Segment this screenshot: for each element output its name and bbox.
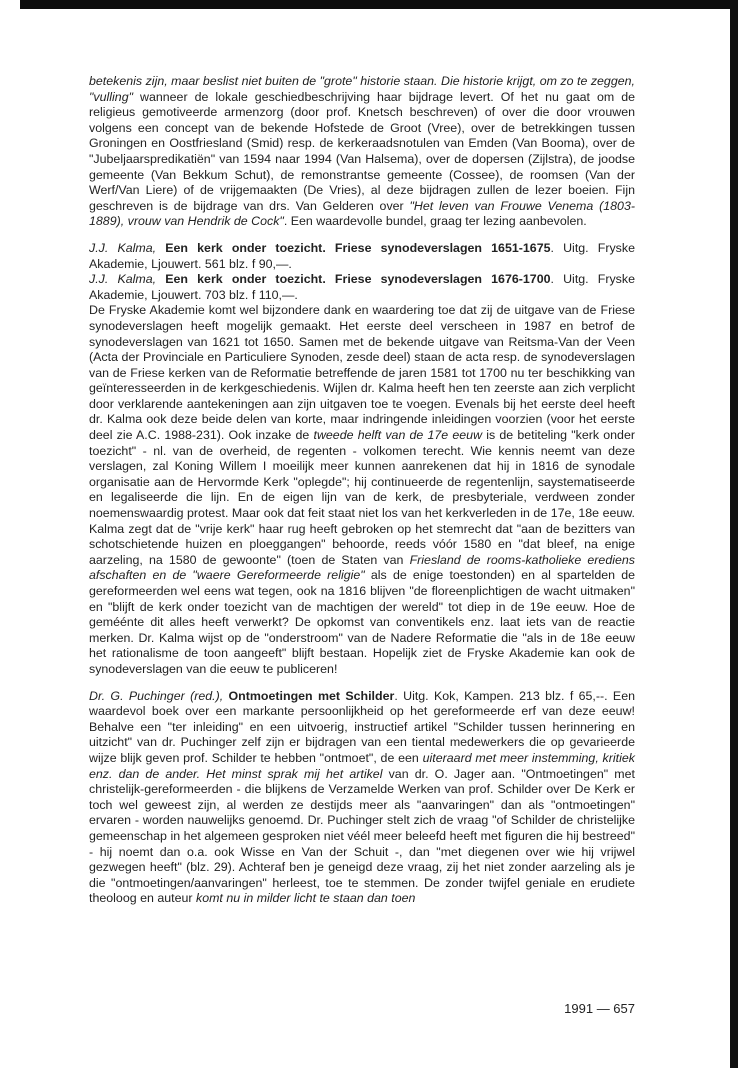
- scan-top-border: [0, 0, 738, 9]
- text: De Fryske Akademie komt wel bijzondere dank en waardering toe dat zij de uitgave van de Friese synodeverslagen heeft mogelijk gemaakt. Het eerste deel verscheen in 1987 en betrof de synodeverslagen van 1621 tot 1650. Samen met de bekende uitgave van Reitsma-Van der Veen (Acta der Provinciale en Particuliere Synoden, zesde deel) staan de acta resp. de synodeverslagen van de Friese kerken van de Reformatie betreffende de jaren 1581 tot 1700 nu ter beschikking van geïnteresseerden in de kerkgeschiedenis. Wijlen dr. Kalma heeft hen ten zeerste aan zich verplicht door verklarende aantekeningen aan zijn uitgaven toe te voegen. Evenals bij het eerste deel heeft dr. Kalma ook deze beide delen van korte, maar indringende inleidingen voorzien (voor het eerste deel zie A.C. 1988-231). Ook inzake de: [89, 303, 635, 443]
- paragraph-review-puchinger: [89, 689, 635, 907]
- text: als de enige toestonden) en al spartelden de gereformeerden wel eens wat tegen, ook na 1816 blijven "de floreenplichtigen de wacht uitmaken" en "blijft de kerk onder toezicht van de machtigen der wereld" tot diep in de 19e eeuw. Hoe de geméénte dit alles heeft verwerkt? De opkomst van conventikels enz. laat iets van de reactie merken. Dr. Kalma wijst op de "onderstroom" van de Nadere Reformatie die "als in de 18e eeuw het rationalisme de toon aangeeft" blijft bestaan. Hopelijk ziet de Fryske Akademie kan ook de synodeverslagen van die eeuw te publiceren!: [89, 568, 636, 676]
- scan-right-border: [730, 0, 738, 1068]
- reference-entry-2: [89, 272, 635, 303]
- text-italic: "Het leven van Frouwe Venema (1803-1889), vrouw van Hendrik de Cock": [89, 198, 635, 229]
- scan-left-margin: [0, 0, 20, 1068]
- reference-title: Ontmoetingen met Schilder: [228, 688, 395, 703]
- reference-title: Een kerk onder toezicht. Friese synodeverslagen 1651-1675: [165, 240, 551, 255]
- text: is de betiteling "kerk onder toezicht" - nl. van de overheid, de regenten - volkomen terecht. Wie kennis neemt van deze verslagen, zal Koning Willem I moeilijk meer kunnen aanrekenen dat hij in 1816 de synodale organisatie aan de Hervormde Kerk "oplegde"; hij continueerde de regentenlijn, saystematiseerde en legaliseerde die lijn. En de eigen lijn van de kerk, de presbyteriale, verdween zonder noemenswaardig protest. Maar ook dat feit staat niet los van het kerkverleden in de 17e, 18e eeuw. Kalma zegt dat de "vrije kerk" haar rug heeft gebroken op het stemrecht dat "aan de bezitters van schotschietende huizen en ploeggangen" behoorde, reeds vóór 1580 en "dat bleef, na enige aarzeling, na 1580 de gewoonte" (toen de Staten van: [89, 428, 635, 567]
- paragraph-review-kalma: [89, 303, 635, 677]
- page-number: 1991 — 657: [564, 1001, 635, 1016]
- text-italic: komt nu in milder licht te staan dan toen: [195, 891, 416, 906]
- text-italic: Friesland de rooms-katholieke erediens afschaften en de "waere Gereformeerde religie": [89, 552, 635, 583]
- reference-publication: . Uitg. Kok, Kampen. 213 blz. f 65,--.: [394, 688, 608, 703]
- text: . Een waardevolle bundel, graag ter lezing aanbevolen.: [283, 214, 587, 229]
- reference-title: Een kerk onder toezicht. Friese synodeverslagen 1676-1700: [165, 272, 551, 287]
- text: wanneer de lokale geschiedbeschrijving haar bijdrage levert. Of het nu gaat om de religieus gemotiveerde armenzorg (door prof. Knetsch beschreven) of over die door vrouwen volgens een concept van de bekende Hofstede de Groot (Vree), over de betrekkingen tussen Groningen en Oostfriesland (Smid) resp. de kerkeraadsnotulen van Emden (Van Booma), over de "Jubeljaarspredikatiën" van 1594 naar 1994 (Van Halsema), over de dopersen (Zijlstra), de joodse gemeente (Van Bekkum Schut), de remonstrantse gemeente (Cossee), de roomsen (Van der Werf/Van Liere) of de vrijgemaakten (De Vries), al deze bijdragen zullen de lezer boeien. Fijn geschreven is de bijdrage van drs. Van Gelderen over: [89, 89, 635, 213]
- reference-publication: . Uitg. Fryske Akademie, Ljouwert. 561 blz. f 90,—.: [89, 240, 635, 271]
- text-italic: uiteraard met meer instemming, kritiek enz. dan de ander. Het minst sprak mij het artikel: [89, 750, 635, 781]
- text: Een waardevol boek over een markante persoonlijkheid op het gereformeerde erf van deze eeuw! Behalve een "ter inleiding" en een uitvoerig, instructief artikel "Schilder tussen herinnering en uitzicht" van dr. Puchinger zelf zijn er bijdragen van een tiental medewerkers die op gevarieerde wijze blijk geven prof. Schilder te hebben "ontmoet", de een: [89, 688, 636, 765]
- paragraph-intro: [89, 74, 635, 230]
- reference-author: J.J. Kalma,: [89, 240, 157, 255]
- text-italic: tweede helft van de 17e eeuw: [313, 428, 483, 443]
- text-italic: betekenis zijn, maar beslist niet buiten de "grote" historie staan. Die historie krijgt, om zo te zeggen, "vulling": [89, 74, 635, 104]
- document-page: [89, 74, 635, 907]
- reference-author: J.J. Kalma,: [89, 272, 157, 287]
- reference-entry-1: [89, 241, 635, 272]
- text: van dr. O. Jager aan. "Ontmoetingen" met christelijk-gereformeerden - die blijkens de Verzamelde Werken van prof. Schilder over De Kerk er toch wel geweest zijn, al werden ze destijds meer als "aanvaringen" dan als "ontmoetingen" ervaren - worden nauwelijks genoemd. Dr. Puchinger stelt zich de vraag "of Schilder de christelijke gemeenschap in het algemeen gesproken niet véél meer beleefd heeft met figuren die hij bestreed" - hij noemt dan o.a. ook Wisse en Van der Schuit -, dan "met diegenen over wie hij vrijwel gezwegen heeft" (blz. 29). Achteraf ben je geneigd deze vraag, zij het niet zonder aarzeling als je die "ontmoetingen/aanvaringen" herleest, toe te stemmen. De zonder twijfel geniale en erudiete theoloog en auteur: [89, 766, 635, 906]
- reference-publication: . Uitg. Fryske Akademie, Ljouwert. 703 blz. f 110,—.: [89, 272, 635, 302]
- reference-author: Dr. G. Puchinger (red.),: [89, 688, 224, 703]
